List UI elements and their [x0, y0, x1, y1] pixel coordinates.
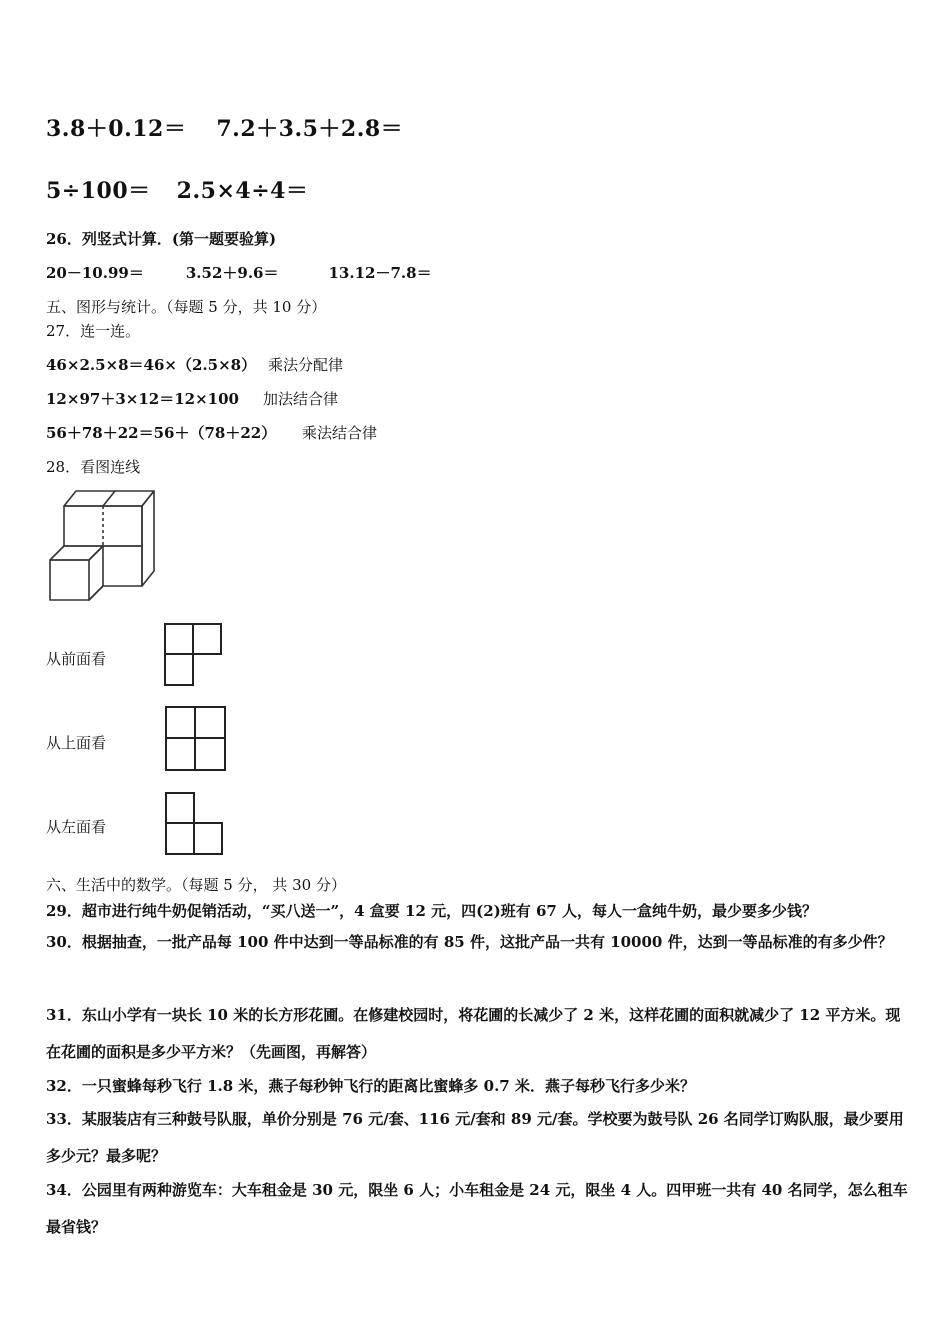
- view-label-left: 从左面看: [46, 818, 107, 836]
- q27-title: 27．连一连。: [46, 322, 141, 340]
- q27-law: 加法结合律: [263, 390, 339, 408]
- q30-text: 30．根据抽查，一批产品每 100 件中达到一等品标准的有 85 件，这批产品一共有 10000 件，达到一等品标准的有多少件？: [46, 933, 893, 951]
- section-6-heading: 六、生活中的数学。（每题 5 分， 共 30 分）: [46, 876, 346, 894]
- q27-expr: 12×97＋3×12＝12×100: [46, 390, 239, 408]
- q27-expr: 46×2.5×8＝46×（2.5×8）: [46, 356, 257, 374]
- cube-stack-figure: [44, 488, 160, 606]
- calc-expr: 3.8＋0.12＝: [46, 116, 187, 142]
- calc-expr: 2.5×4÷4＝: [176, 178, 309, 204]
- q27-row: [46, 422, 276, 443]
- calc-line-2: [46, 174, 308, 205]
- q27-law: 乘法分配律: [268, 356, 344, 374]
- q27-row: [46, 354, 256, 375]
- calc-expr: 5÷100＝: [46, 178, 151, 204]
- q33-text: 33．某服装店有三种鼓号队服，单价分别是 76 元/套、116 元/套和 89 元/套。学校要为鼓号队 26 名同学订购队服，最少要用多少元？最多呢？: [46, 1110, 904, 1165]
- section-5-heading: 五、图形与统计。（每题 5 分，共 10 分）: [46, 298, 327, 316]
- q27-law: 乘法结合律: [302, 424, 378, 442]
- q27-row: [46, 388, 239, 409]
- calc-line-1: [46, 112, 403, 143]
- q26-item: 3.52＋9.6＝: [185, 264, 279, 282]
- q26-title: 26．列竖式计算．(第一题要验算): [46, 230, 277, 248]
- q27-expr: 56＋78＋22＝56＋（78＋22）: [46, 424, 277, 442]
- top-view-grid: [164, 705, 228, 773]
- q29-text: 29．超市进行纯牛奶促销活动，“买八送一”，4 盒要 12 元，四(2)班有 67 人，每人一盒纯牛奶，最少要多少钱？: [46, 902, 818, 920]
- view-label-top: 从上面看: [46, 734, 107, 752]
- q26-item: 13.12－7.8＝: [328, 264, 432, 282]
- q28-title: 28．看图连线: [46, 458, 141, 476]
- q34-text: 34．公园里有两种游览车：大车租金是 30 元，限坐 6 人；小车租金是 24 元，限坐 4 人。四甲班一共有 40 名同学，怎么租车最省钱？: [46, 1181, 908, 1236]
- front-view-grid: [163, 622, 225, 688]
- calc-expr: 7.2＋3.5＋2.8＝: [216, 116, 404, 142]
- q31-text: 31．东山小学有一块长 10 米的长方形花圃。在修建校园时，将花圃的长减少了 2 米，这样花圃的面积就减少了 12 平方米。现在花圃的面积是多少平方米？（先画图，再解答）: [46, 1006, 901, 1061]
- left-view-grid: [164, 790, 226, 858]
- q26-items: [46, 262, 432, 283]
- q32-text: 32．一只蜜蜂每秒飞行 1.8 米，燕子每秒钟飞行的距离比蜜蜂多 0.7 米．燕子每秒飞行多少米？: [46, 1077, 695, 1095]
- view-label-front: 从前面看: [46, 650, 107, 668]
- q26-item: 20－10.99＝: [46, 264, 144, 282]
